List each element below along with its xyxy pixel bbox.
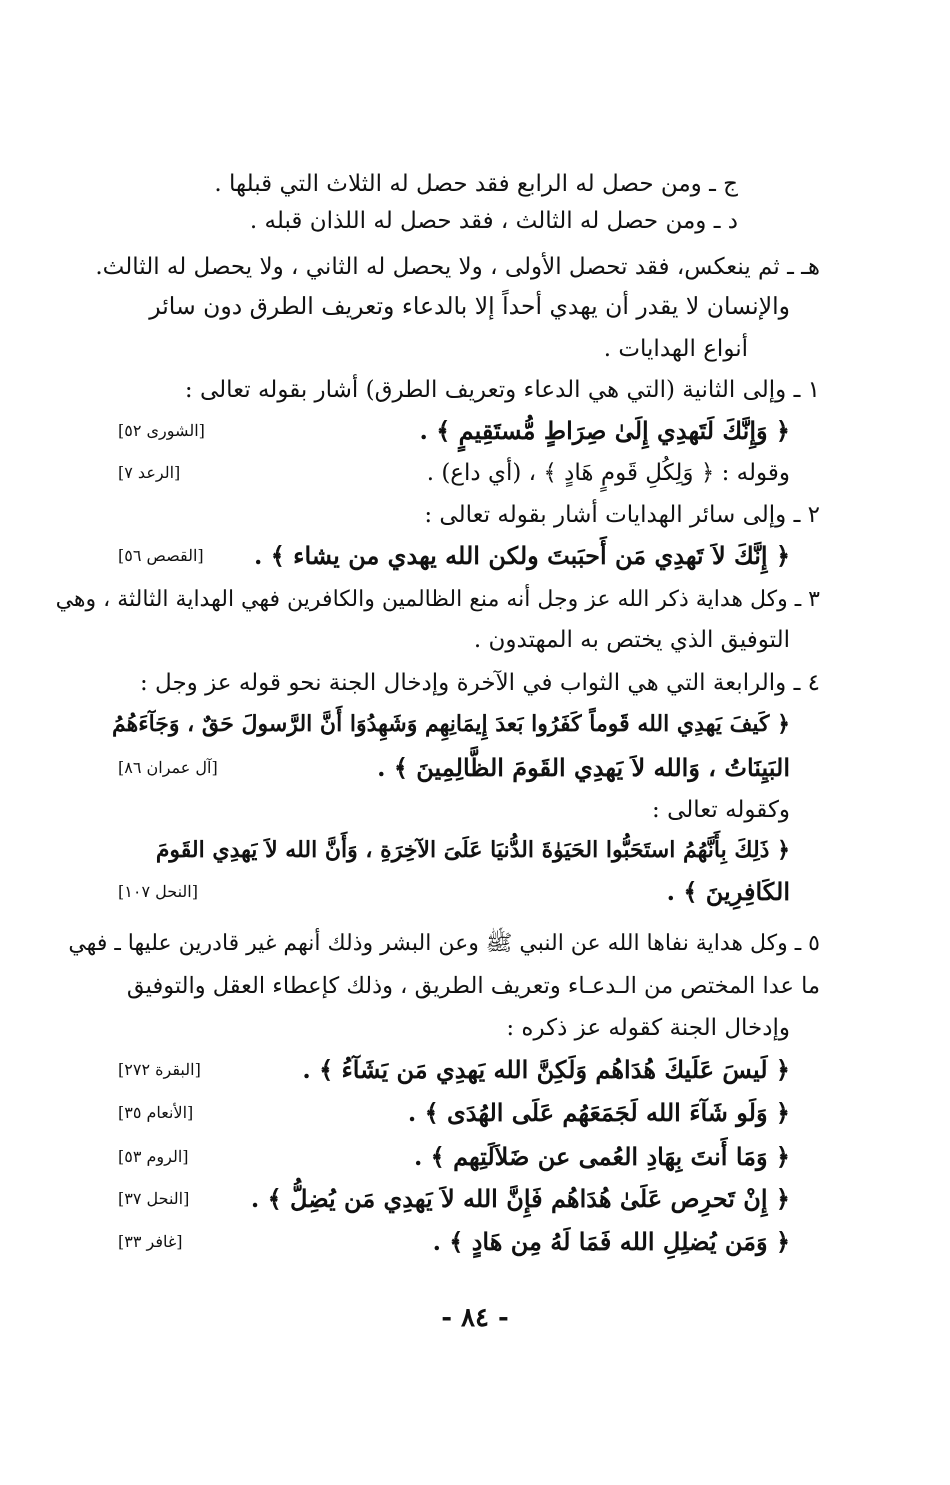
text-line: ٤ ـ والرابعة التي هي الثواب في الآخرة وإدخال الجنة نحو قوله عز وجل : bbox=[139, 670, 820, 696]
text-line: وقوله : ﴿ وَلِكُلِ قَومٍ هَادٍ ﴾ ، (أي داع) . bbox=[426, 460, 790, 486]
verse-reference: [الرعد ٧] bbox=[118, 463, 181, 482]
text-line: أنواع الهدايات . bbox=[603, 336, 748, 362]
text-line: هـ ـ ثم ينعكس، فقد تحصل الأولى ، ولا يحصل له الثاني ، ولا يحصل له الثالث. bbox=[95, 254, 820, 280]
quran-verse: ﴿ وَمَن يُضلِلِ الله فَمَا لَهُ مِن هَادٍ ﴾ . bbox=[432, 1227, 790, 1256]
quran-verse: ﴿ إِنْ تَحرِص عَلَىٰ هُدَاهُم فَإِنَّ الله لاَ يَهدِي مَن يُضِلُّ ﴾ . bbox=[250, 1184, 790, 1213]
quran-verse: ﴿ وَمَا أَنتَ بِهَادِ العُمى عن ضَلاَلَتِهم ﴾ . bbox=[413, 1142, 790, 1171]
verse-reference: [غافر ٣٣] bbox=[118, 1232, 183, 1251]
text-line: ١ ـ وإلى الثانية (التي هي الدعاء وتعريف الطرق) أشار بقوله تعالى : bbox=[184, 377, 820, 403]
verse-reference: [القصص ٥٦] bbox=[118, 546, 204, 565]
quran-verse: الكَافِرِينَ ﴾ . bbox=[666, 877, 790, 906]
verse-reference: [البقرة ٢٧٢] bbox=[118, 1060, 201, 1079]
quran-verse: ﴿ لَيسَ عَلَيكَ هُدَاهُم وَلَكِنَّ الله يَهدِي مَن يَشَآءُ ﴾ . bbox=[302, 1055, 790, 1084]
text-line: التوفيق الذي يختص به المهتدون . bbox=[473, 627, 790, 653]
quran-verse: البَيِنَاتُ ، وَالله لاَ يَهدِي القَومَ الظَّالِمِينَ ﴾ . bbox=[377, 753, 790, 782]
verse-reference: [النحل ١٠٧] bbox=[118, 882, 198, 901]
text-line: وكقوله تعالى : bbox=[652, 797, 790, 823]
verse-reference: [النحل ٣٧] bbox=[118, 1189, 190, 1208]
text-line: والإنسان لا يقدر أن يهدي أحداً إلا بالدعاء وتعريف الطرق دون سائر bbox=[149, 292, 790, 320]
text-line: وإدخال الجنة كقوله عز ذكره : bbox=[506, 1015, 790, 1041]
verse-reference: [آل عمران ٨٦] bbox=[118, 758, 218, 777]
page-number: - ٨٤ - bbox=[441, 1303, 509, 1333]
text-line: ج ـ ومن حصل له الرابع فقد حصل له الثلاث التي قبلها . bbox=[214, 171, 738, 197]
text-line: ٥ ـ وكل هداية نفاها الله عن النبي ﷺ وعن البشر وذلك أنهم غير قادرين عليها ـ فهي bbox=[68, 931, 820, 956]
text-line: ما عدا المختص من الـدعـاء وتعريف الطريق ، وذلك كإعطاء العقل والتوفيق bbox=[126, 973, 820, 999]
quran-verse: ﴿ ذَلِكَ بِأَنَّهُمُ استَحَبُّوا الحَيَوٰةَ الدُّنيَا عَلَىَ الآخِرَةِ ، وَأَنَّ الله لاَ يَهدِي القَومَ bbox=[155, 837, 790, 863]
quran-verse: ﴿ وَإِنَّكَ لَتَهدِي إِلَىٰ صِرَاطٍ مُّستَقِيمٍ ﴾ . bbox=[419, 416, 790, 445]
verse-reference: [الشورى ٥٢] bbox=[118, 421, 205, 440]
verse-reference: [الروم ٥٣] bbox=[118, 1147, 189, 1166]
quran-verse: ﴿ وَلَو شَآءَ الله لَجَمَعَهُم عَلَى الهُدَى ﴾ . bbox=[407, 1098, 790, 1127]
quran-verse: ﴿ إِنَّكَ لاَ تَهدِي مَن أَحبَبتَ ولكن الله يهدي من يشاء ﴾ . bbox=[254, 541, 790, 570]
verse-reference: [الأنعام ٣٥] bbox=[118, 1103, 194, 1122]
text-line: ٣ ـ وكل هداية ذكر الله عز وجل أنه منع الظالمين والكافرين فهي الهداية الثالثة ، وهي bbox=[55, 587, 820, 612]
quran-verse: ﴿ كَيفَ يَهدِي الله قَوماً كَفَرُوا بَعدَ إِيمَانِهِم وَشَهِدُوَا أَنَّ الرَّسولَ حَقٌ ، وَجَآءَهُمُ bbox=[111, 711, 790, 737]
text-line: ٢ ـ وإلى سائر الهدايات أشار بقوله تعالى : bbox=[424, 502, 820, 528]
text-line: د ـ ومن حصل له الثالث ، فقد حصل له اللذان قبله . bbox=[249, 208, 738, 234]
